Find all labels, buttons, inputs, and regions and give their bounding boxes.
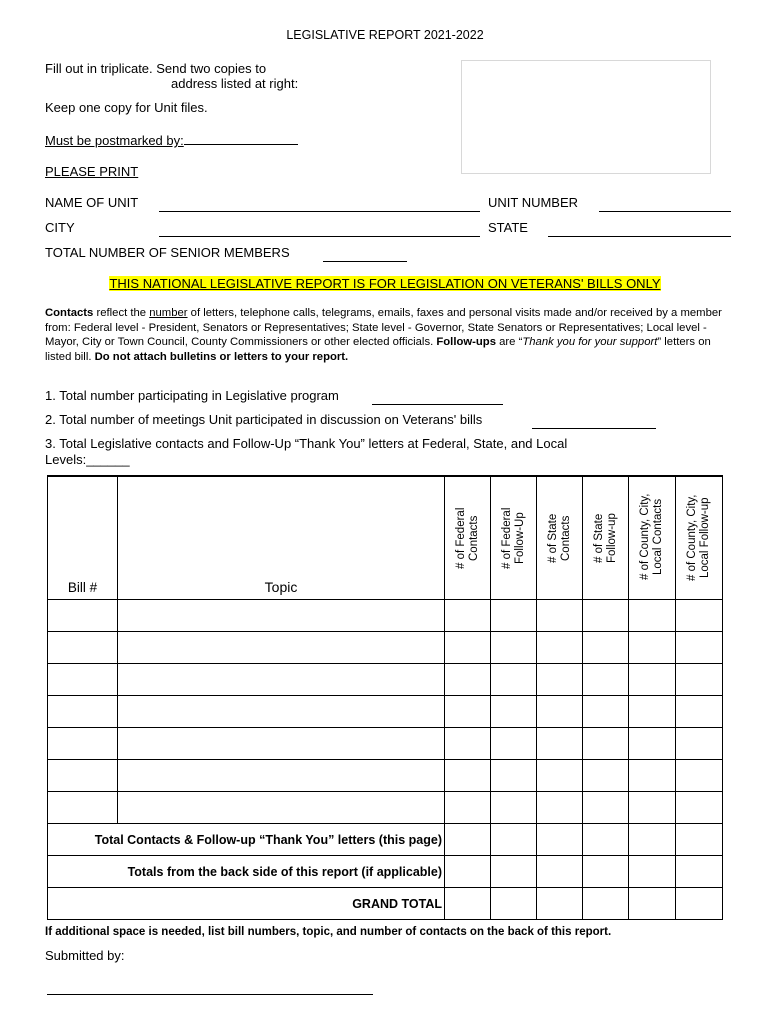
question-1-field[interactable] [372,392,503,405]
unit-number-label: UNIT NUMBER [488,195,579,210]
count-cell[interactable] [537,760,583,792]
followups-bold: Follow-ups [436,336,496,348]
count-cell[interactable] [537,632,583,664]
topic-cell[interactable] [118,792,445,824]
para-number-underlined: number [149,307,188,319]
count-cell[interactable] [583,632,629,664]
name-of-unit-label: NAME OF UNIT [45,195,139,210]
bill-cell[interactable] [48,632,118,664]
name-of-unit-field[interactable] [159,199,480,212]
count-cell[interactable] [537,888,583,920]
count-cell[interactable] [629,632,676,664]
count-cell[interactable] [629,888,676,920]
question-3-levels[interactable]: Levels:______ [45,452,130,467]
count-cell[interactable] [629,728,676,760]
count-cell[interactable] [537,664,583,696]
unit-number-field[interactable] [599,199,731,212]
para-text-1: reflect the [93,307,150,319]
submitted-by-label: Submitted by: [45,948,125,963]
grand-total-row [48,888,723,920]
contacts-bold: Contacts [45,307,94,319]
table-row [48,696,723,728]
para-text-3: are “ [496,336,523,348]
topic-cell[interactable] [118,600,445,632]
count-cell[interactable] [445,600,491,632]
table-header-row [48,476,723,600]
para-text-4: ” letters on listed bill. [45,336,711,363]
count-cell[interactable] [491,728,537,760]
count-cell[interactable] [583,824,629,856]
postmark-field[interactable] [45,132,298,148]
grand-total-label: GRAND TOTAL [48,888,445,920]
additional-space-note: If additional space is needed, list bill numbers, topic, and number of contacts on the back of this report. [45,926,612,938]
question-1: 1. Total number participating in Legislative program [45,388,339,403]
address-box [461,60,711,174]
total-page-row [48,824,723,856]
count-cell[interactable] [491,888,537,920]
state-field[interactable] [548,224,731,237]
bill-cell[interactable] [48,600,118,632]
bill-cell[interactable] [48,760,118,792]
count-cell[interactable] [629,760,676,792]
state-label: STATE [488,220,528,235]
para-text-2: of letters, telephone calls, telegrams, emails, faxes and personal visits made and/or received by a member from: Federal level - President, Senators or Representatives; State level - Governor, State Senators or Representatives; Local level - Mayor, City or Town Council, County Commissioners or other elected officials. [45,307,722,348]
count-cell[interactable] [537,792,583,824]
count-cell[interactable] [537,728,583,760]
count-cell[interactable] [445,792,491,824]
table-row [48,728,723,760]
count-cell[interactable] [537,600,583,632]
please-print: PLEASE PRINT [45,164,139,179]
city-label: CITY [45,220,75,235]
header-local-contacts: # of County, City, Local Contacts [629,476,676,600]
header-state-followup: # of State Follow-up [583,476,629,600]
veterans-bills-notice: THIS NATIONAL LEGISLATIVE REPORT IS FOR LEGISLATION ON VETERANS' BILLS ONLY [109,276,661,291]
no-attach-warning: Do not attach bulletins or letters to your report. [94,350,349,363]
count-cell[interactable] [537,696,583,728]
city-field[interactable] [159,224,480,237]
total-page-label: Total Contacts & Follow-up “Thank You” letters (this page) [48,824,445,856]
question-3: 3. Total Legislative contacts and Follow-Up “Thank You” letters at Federal, State, and Local [45,436,568,451]
count-cell[interactable] [445,888,491,920]
count-cell[interactable] [583,600,629,632]
instructions-line2: address listed at right: [171,76,299,91]
count-cell[interactable] [445,664,491,696]
keep-copy-text: Keep one copy for Unit files. [45,100,208,115]
bill-cell[interactable] [48,792,118,824]
count-cell[interactable] [491,792,537,824]
postmark-label: Must be postmarked by: [45,133,184,148]
count-cell[interactable] [491,824,537,856]
count-cell[interactable] [445,824,491,856]
count-cell[interactable] [583,888,629,920]
count-cell[interactable] [629,792,676,824]
count-cell[interactable] [445,856,491,888]
table-row [48,664,723,696]
count-cell[interactable] [491,632,537,664]
topic-cell[interactable] [118,632,445,664]
count-cell[interactable] [676,696,723,728]
count-cell[interactable] [629,856,676,888]
count-cell[interactable] [491,696,537,728]
question-2-field[interactable] [532,416,656,429]
bill-cell[interactable] [48,728,118,760]
instructions-line1: Fill out in triplicate. Send two copies to [45,61,267,76]
header-state-contacts: # of State Contacts [537,476,583,600]
header-federal-followup: # of Federal Follow-Up [491,476,537,600]
count-cell[interactable] [676,760,723,792]
count-cell[interactable] [676,728,723,760]
topic-cell[interactable] [118,760,445,792]
count-cell[interactable] [445,696,491,728]
topic-cell[interactable] [118,664,445,696]
count-cell[interactable] [676,888,723,920]
count-cell[interactable] [491,600,537,632]
count-cell[interactable] [445,760,491,792]
count-cell[interactable] [583,664,629,696]
table-row [48,760,723,792]
count-cell[interactable] [583,856,629,888]
table-row [48,600,723,632]
table-row [48,632,723,664]
bill-contacts-table [47,475,723,920]
count-cell[interactable] [445,728,491,760]
table-row [48,792,723,824]
count-cell[interactable] [583,760,629,792]
postmark-line [184,132,298,145]
bill-cell[interactable] [48,664,118,696]
count-cell[interactable] [583,696,629,728]
count-cell[interactable] [629,824,676,856]
count-cell[interactable] [537,824,583,856]
count-cell[interactable] [537,856,583,888]
count-cell[interactable] [445,632,491,664]
header-topic: Topic [118,476,445,600]
count-cell[interactable] [676,664,723,696]
contacts-explanation [45,306,729,364]
senior-members-label: TOTAL NUMBER OF SENIOR MEMBERS [45,245,290,260]
count-cell[interactable] [629,600,676,632]
header-local-followup: # of County, City, Local Follow-up [676,476,723,600]
count-cell[interactable] [676,824,723,856]
count-cell[interactable] [491,760,537,792]
count-cell[interactable] [676,600,723,632]
header-bill: Bill # [48,476,118,600]
topic-cell[interactable] [118,728,445,760]
count-cell[interactable] [676,632,723,664]
submitted-by-field[interactable] [47,982,373,995]
thank-you-italic: Thank you for your support [522,336,658,348]
page-title: LEGISLATIVE REPORT 2021-2022 [286,28,484,42]
total-back-label: Totals from the back side of this report (if applicable) [48,856,445,888]
count-cell[interactable] [491,664,537,696]
topic-cell[interactable] [118,696,445,728]
count-cell[interactable] [676,856,723,888]
count-cell[interactable] [629,664,676,696]
count-cell[interactable] [629,696,676,728]
question-2: 2. Total number of meetings Unit participated in discussion on Veterans' bills [45,412,483,427]
bill-cell[interactable] [48,696,118,728]
count-cell[interactable] [583,728,629,760]
header-federal-contacts: # of Federal Contacts [445,476,491,600]
count-cell[interactable] [491,856,537,888]
count-cell[interactable] [676,792,723,824]
count-cell[interactable] [583,792,629,824]
senior-members-field[interactable] [323,249,407,262]
total-back-row [48,856,723,888]
